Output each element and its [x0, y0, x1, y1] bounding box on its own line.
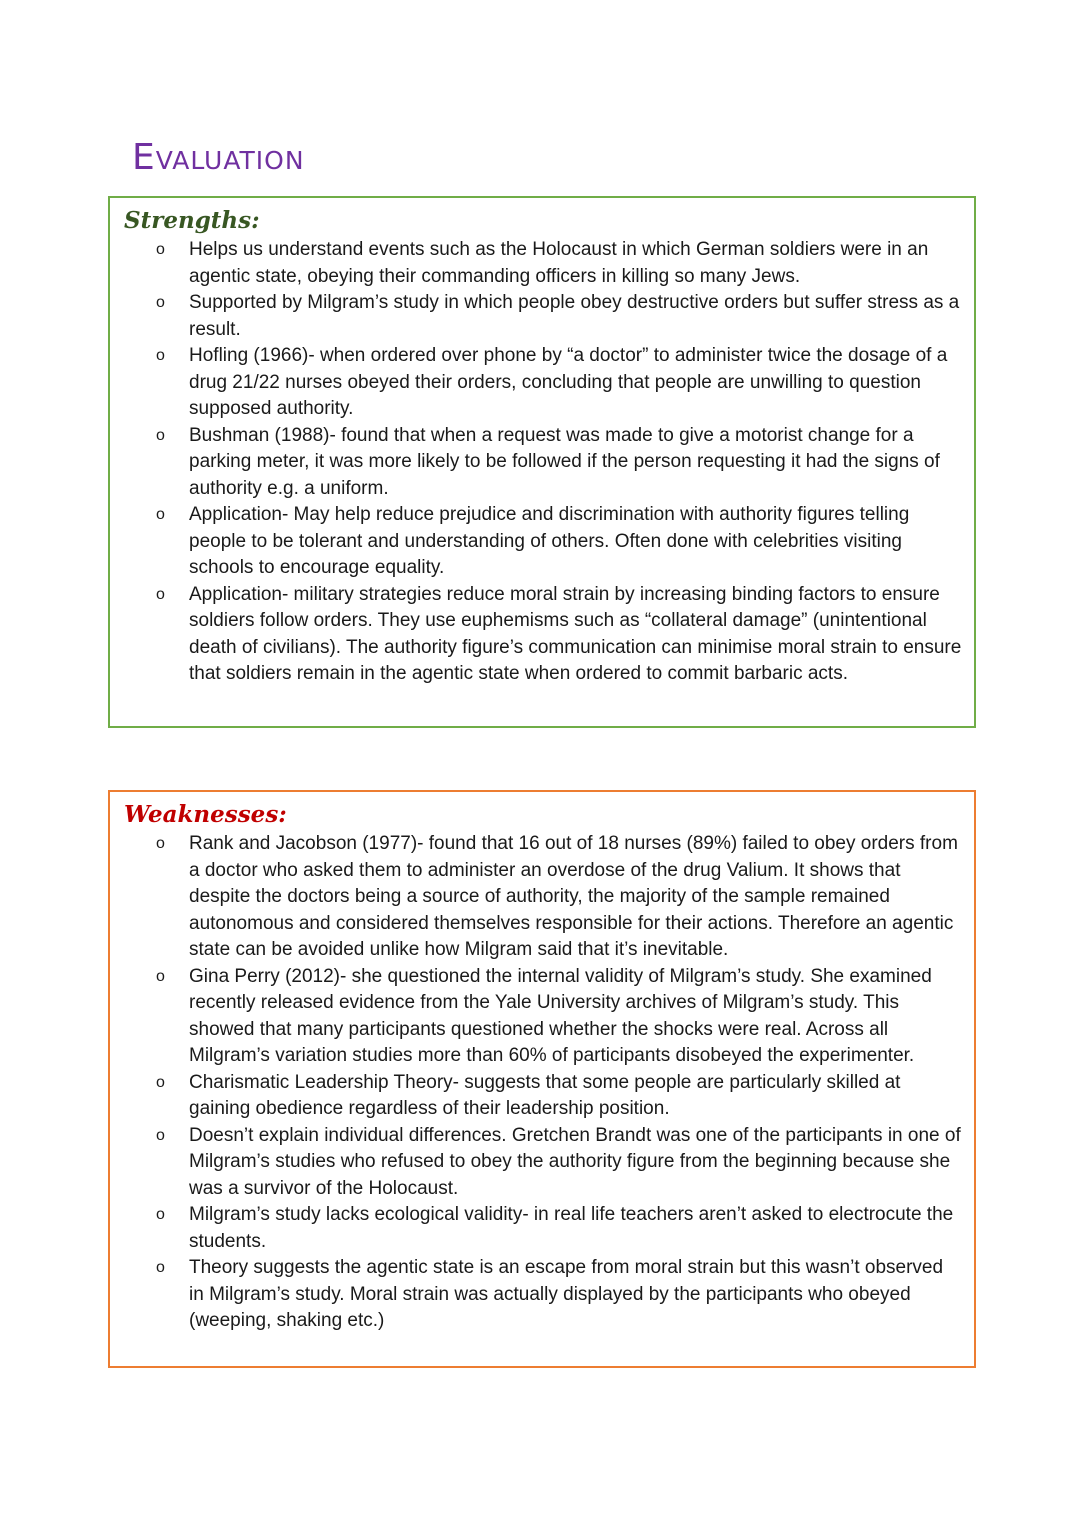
page-title: Evaluation — [132, 137, 305, 178]
circle-bullet-icon: o — [156, 1126, 165, 1144]
circle-bullet-icon: o — [156, 835, 165, 852]
weakness-text: Doesn’t explain individual differences. Gretchen Brandt was one of the participants in one of Milgram’s studies who refused to obey the authority figure from the beginning because she was a survivor of the Holocaust. — [189, 1124, 961, 1199]
weaknesses-list — [124, 831, 962, 1335]
weakness-text: Milgram’s study lacks ecological validity- in real life teachers aren’t asked to electrocute the students. — [189, 1204, 954, 1252]
weaknesses-box — [108, 790, 976, 1368]
strength-item — [124, 582, 962, 688]
circle-bullet-icon: o — [156, 347, 165, 364]
strength-item — [124, 237, 962, 290]
circle-bullet-icon: o — [156, 967, 165, 985]
circle-bullet-icon: o — [156, 241, 165, 258]
weaknesses-heading: Weaknesses: — [124, 801, 287, 828]
circle-bullet-icon: o — [156, 426, 165, 444]
strength-text: Hofling (1966)- when ordered over phone by “a doctor” to administer twice the dosage of a drug 21/22 nurses obeyed their orders, concluding that people are unwilling to question supposed authority. — [189, 345, 948, 419]
strengths-list — [124, 237, 962, 688]
strength-text: Application- May help reduce prejudice and discrimination with authority figures telling people to be tolerant and understanding of others. Often done with celebrities visiting schools to encourage equality. — [189, 504, 910, 578]
weakness-item — [124, 1202, 962, 1255]
weakness-item — [124, 1070, 962, 1123]
circle-bullet-icon: o — [156, 1259, 165, 1276]
weakness-text: Rank and Jacobson (1977)- found that 16 out of 18 nurses (89%) failed to obey orders from a doctor who asked them to administer an overdose of the drug Valium. It shows that despite the doctors being a source of authority, the majority of the sample remained autonomous and considered themselves responsible for their actions. Therefore an agentic state can be avoided unlike how Milgram said that it’s inevitable. — [189, 833, 958, 960]
strength-text: Bushman (1988)- found that when a request was made to give a motorist change for a parking meter, it was more likely to be followed if the person requesting it had the signs of authority e.g. a uniform. — [189, 424, 940, 499]
strengths-heading: Strengths: — [124, 207, 260, 234]
weakness-item — [124, 964, 962, 1070]
strength-text: Helps us understand events such as the Holocaust in which German soldiers were in an agentic state, obeying their commanding officers in killing so many Jews. — [189, 239, 929, 287]
weakness-item — [124, 1255, 962, 1335]
weakness-item — [124, 1123, 962, 1203]
strength-text: Supported by Milgram’s study in which people obey destructive orders but suffer stress as a result. — [189, 292, 960, 340]
circle-bullet-icon: o — [156, 585, 165, 603]
circle-bullet-icon: o — [156, 1206, 165, 1223]
strength-item — [124, 290, 962, 343]
circle-bullet-icon: o — [156, 506, 165, 523]
strength-item — [124, 343, 962, 423]
strength-item — [124, 423, 962, 503]
weakness-text: Gina Perry (2012)- she questioned the internal validity of Milgram’s study. She examined recently released evidence from the Yale University archives of Milgram’s study. This showed that many participants questioned whether the shocks were real. Across all Milgram’s variation studies more than 60% of participants disobeyed the experimenter. — [189, 965, 932, 1066]
strength-item — [124, 502, 962, 582]
strengths-box — [108, 196, 976, 728]
circle-bullet-icon: o — [156, 294, 165, 311]
strength-text: Application- military strategies reduce moral strain by increasing binding factors to ensure soldiers follow orders. They use euphemisms such as “collateral damage” (unintentional death of civilians). The authority figure’s communication can minimise moral strain to ensure that soldiers remain in the agentic state when ordered to commit barbaric acts. — [189, 583, 962, 684]
weakness-text: Theory suggests the agentic state is an escape from moral strain but this wasn’t observed in Milgram’s study. Moral strain was actually displayed by the participants who obeyed (weeping, shaking etc.) — [189, 1257, 944, 1331]
weakness-text: Charismatic Leadership Theory- suggests that some people are particularly skilled at gaining obedience regardless of their leadership position. — [189, 1071, 901, 1119]
weakness-item — [124, 831, 962, 964]
circle-bullet-icon: o — [156, 1073, 165, 1091]
